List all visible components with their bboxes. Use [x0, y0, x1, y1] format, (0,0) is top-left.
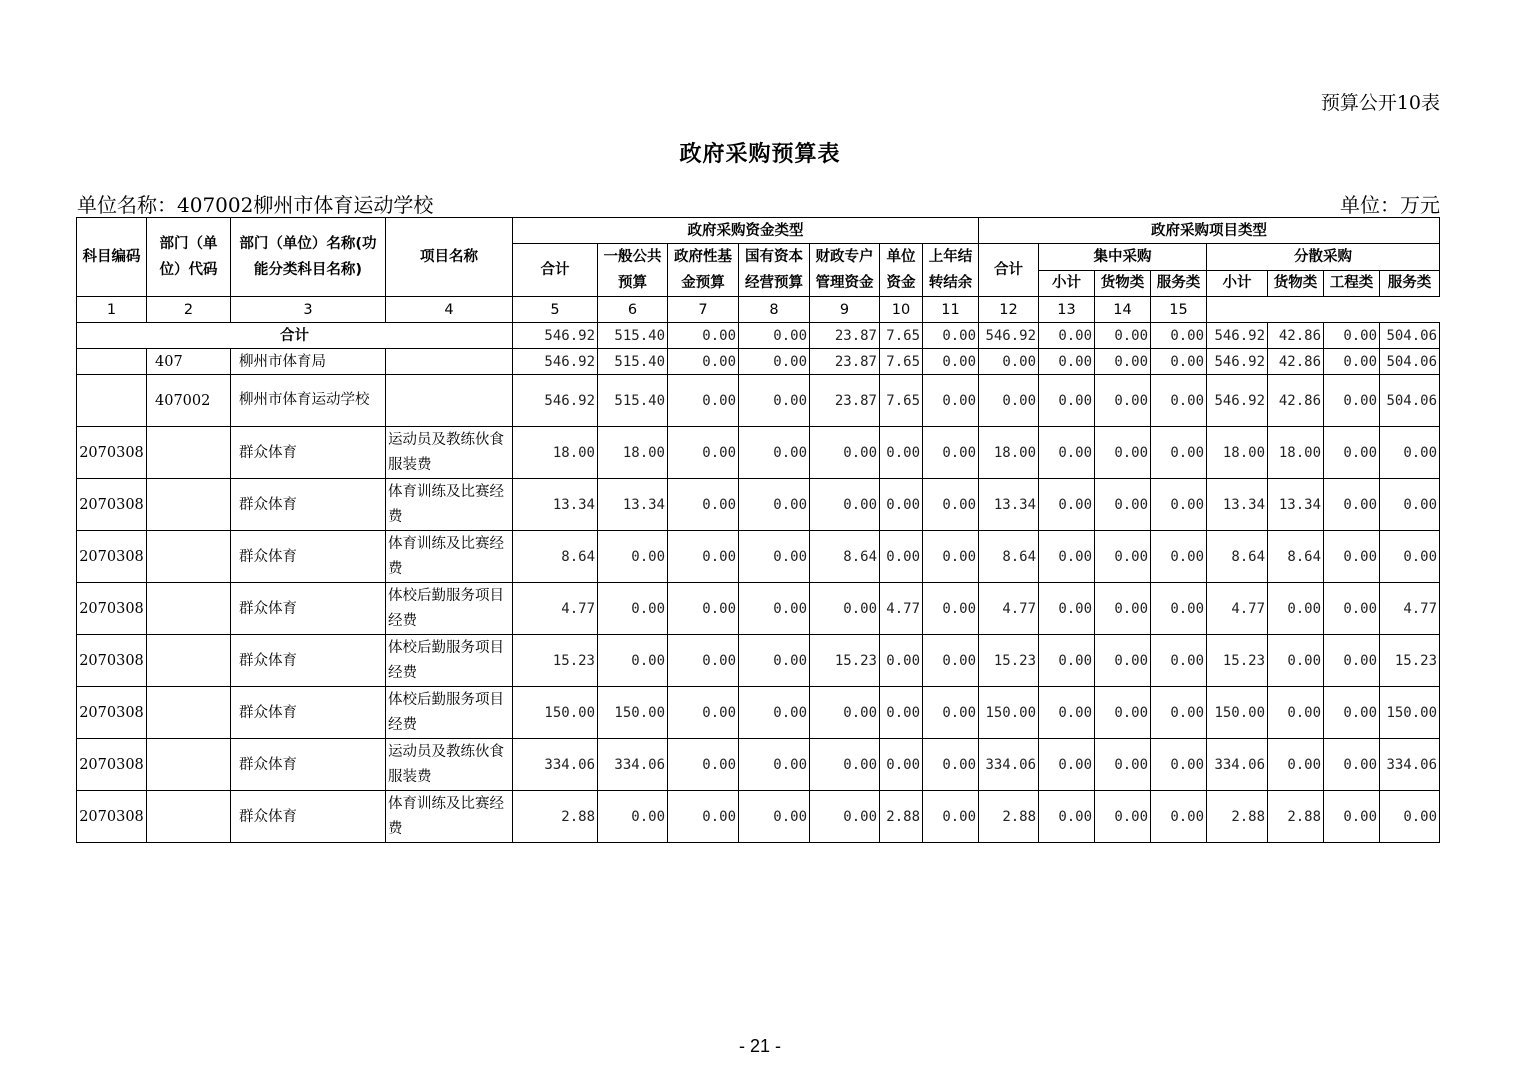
subject-code-cell	[77, 375, 147, 427]
amount-cell: 4.77	[1207, 583, 1268, 635]
project-name-cell: 体育训练及比赛经费	[386, 479, 513, 531]
dept-name-cell: 群众体育	[231, 739, 386, 791]
column-number: 1	[77, 297, 147, 323]
amount-cell: 8.64	[810, 531, 880, 583]
amount-cell: 334.06	[1380, 739, 1440, 791]
amount-cell: 0.00	[1151, 531, 1207, 583]
project-name-cell: 体育训练及比赛经费	[386, 791, 513, 843]
amount-cell: 0.00	[810, 583, 880, 635]
amount-cell: 0.00	[668, 791, 739, 843]
amount-cell: 0.00	[1324, 791, 1380, 843]
subject-code-cell: 2070308	[77, 531, 147, 583]
amount-cell: 0.00	[739, 427, 810, 479]
page-title: 政府采购预算表	[679, 141, 841, 167]
amount-cell: 0.00	[1380, 531, 1440, 583]
amount-cell: 0.00	[598, 583, 668, 635]
amount-cell: 18.00	[1268, 427, 1324, 479]
amount-cell: 0.00	[1324, 349, 1380, 375]
amount-cell: 0.00	[1039, 349, 1095, 375]
amount-cell: 0.00	[810, 791, 880, 843]
amount-cell: 0.00	[1151, 791, 1207, 843]
amount-cell: 0.00	[1039, 531, 1095, 583]
amount-cell: 150.00	[979, 687, 1039, 739]
amount-cell: 23.87	[810, 375, 880, 427]
amount-cell: 0.00	[923, 531, 979, 583]
unit-name-label: 单位名称：407002柳州市体育运动学校	[77, 193, 434, 217]
column-number-row	[77, 297, 1440, 323]
amount-cell: 15.23	[979, 635, 1039, 687]
amount-cell: 0.00	[1039, 427, 1095, 479]
amount-cell: 7.65	[880, 349, 923, 375]
amount-cell: 0.00	[668, 531, 739, 583]
header-dept-code: 部门（单位）代码	[147, 218, 231, 297]
amount-cell: 0.00	[810, 687, 880, 739]
column-number: 15	[1151, 297, 1207, 323]
amount-cell: 0.00	[880, 479, 923, 531]
amount-cell: 23.87	[810, 349, 880, 375]
dept-code-cell: 407	[147, 349, 231, 375]
amount-cell: 0.00	[1095, 791, 1151, 843]
amount-cell: 0.00	[1324, 583, 1380, 635]
dept-name-cell: 柳州市体育局	[231, 349, 386, 375]
amount-cell: 0.00	[1151, 739, 1207, 791]
amount-cell: 0.00	[1039, 375, 1095, 427]
amount-cell: 0.00	[1095, 349, 1151, 375]
amount-cell: 0.00	[1095, 635, 1151, 687]
header-project-total: 合计	[979, 244, 1039, 297]
header-unit-fund: 单位资金	[880, 244, 923, 297]
amount-cell: 0.00	[1039, 479, 1095, 531]
dept-name-cell: 群众体育	[231, 635, 386, 687]
amount-cell: 0.00	[739, 635, 810, 687]
amount-cell: 0.00	[1151, 583, 1207, 635]
amount-cell: 0.00	[668, 687, 739, 739]
amount-cell: 546.92	[1207, 349, 1268, 375]
project-name-cell: 体育训练及比赛经费	[386, 531, 513, 583]
table-header	[77, 218, 1440, 323]
header-gov-fund-budget: 政府性基金预算	[668, 244, 739, 297]
column-number: 14	[1095, 297, 1151, 323]
header-subject-code: 科目编码	[77, 218, 147, 297]
amount-cell: 150.00	[598, 687, 668, 739]
amount-cell: 546.92	[513, 323, 598, 349]
amount-cell: 0.00	[739, 349, 810, 375]
dept-name-cell: 群众体育	[231, 687, 386, 739]
amount-cell: 546.92	[513, 375, 598, 427]
total-label: 合计	[77, 323, 513, 349]
amount-cell: 0.00	[923, 687, 979, 739]
header-dispersed-engineering: 工程类	[1324, 270, 1380, 297]
project-name-cell: 运动员及教练伙食服装费	[386, 739, 513, 791]
amount-cell: 0.00	[880, 531, 923, 583]
amount-cell: 13.34	[598, 479, 668, 531]
total-row	[77, 323, 1440, 349]
amount-cell: 0.00	[810, 479, 880, 531]
amount-cell: 0.00	[880, 635, 923, 687]
subject-code-cell: 2070308	[77, 791, 147, 843]
column-number: 4	[386, 297, 513, 323]
amount-cell: 4.77	[880, 583, 923, 635]
amount-cell: 0.00	[739, 687, 810, 739]
amount-cell: 8.64	[1207, 531, 1268, 583]
header-project-name: 项目名称	[386, 218, 513, 297]
amount-cell: 0.00	[1268, 687, 1324, 739]
amount-cell: 4.77	[979, 583, 1039, 635]
amount-cell: 0.00	[1151, 479, 1207, 531]
amount-cell: 42.86	[1268, 349, 1324, 375]
amount-cell: 0.00	[923, 323, 979, 349]
dept-code-cell	[147, 687, 231, 739]
subject-code-cell: 2070308	[77, 635, 147, 687]
amount-cell: 4.77	[513, 583, 598, 635]
amount-cell: 0.00	[1039, 687, 1095, 739]
table-row	[77, 427, 1440, 479]
amount-cell: 4.77	[1380, 583, 1440, 635]
header-fiscal-special-fund: 财政专户管理资金	[810, 244, 880, 297]
amount-cell: 0.00	[880, 427, 923, 479]
project-name-cell	[386, 375, 513, 427]
dept-name-cell: 群众体育	[231, 427, 386, 479]
table-row	[77, 791, 1440, 843]
column-number: 13	[1039, 297, 1095, 323]
amount-cell: 0.00	[1380, 791, 1440, 843]
amount-cell: 150.00	[1380, 687, 1440, 739]
header-dispersed-goods: 货物类	[1268, 270, 1324, 297]
amount-cell: 0.00	[739, 323, 810, 349]
amount-cell: 334.06	[513, 739, 598, 791]
column-number: 2	[147, 297, 231, 323]
amount-cell: 0.00	[739, 531, 810, 583]
amount-cell: 0.00	[1095, 375, 1151, 427]
amount-cell: 0.00	[739, 375, 810, 427]
amount-cell: 0.00	[1095, 427, 1151, 479]
amount-cell: 0.00	[1039, 635, 1095, 687]
amount-cell: 0.00	[923, 583, 979, 635]
column-number: 9	[810, 297, 880, 323]
amount-cell: 0.00	[739, 479, 810, 531]
amount-cell: 504.06	[1380, 375, 1440, 427]
amount-cell: 15.23	[1207, 635, 1268, 687]
project-name-cell: 运动员及教练伙食服装费	[386, 427, 513, 479]
header-general-public-budget: 一般公共预算	[598, 244, 668, 297]
amount-cell: 0.00	[923, 635, 979, 687]
amount-cell: 0.00	[923, 791, 979, 843]
amount-cell: 15.23	[810, 635, 880, 687]
procurement-budget-table	[76, 217, 1440, 843]
amount-cell: 13.34	[1207, 479, 1268, 531]
amount-cell: 0.00	[739, 583, 810, 635]
amount-cell: 23.87	[810, 323, 880, 349]
amount-cell: 0.00	[1039, 791, 1095, 843]
amount-cell: 0.00	[668, 583, 739, 635]
project-name-cell: 体校后勤服务项目经费	[386, 583, 513, 635]
subject-code-cell: 2070308	[77, 427, 147, 479]
amount-cell: 0.00	[1095, 479, 1151, 531]
table-row	[77, 687, 1440, 739]
amount-cell: 0.00	[1039, 739, 1095, 791]
amount-cell: 13.34	[979, 479, 1039, 531]
project-name-cell	[386, 349, 513, 375]
page-number: - 21 -	[738, 1036, 781, 1056]
amount-cell: 546.92	[1207, 375, 1268, 427]
amount-cell: 0.00	[1095, 531, 1151, 583]
header-carryover: 上年结转结余	[923, 244, 979, 297]
amount-cell: 150.00	[513, 687, 598, 739]
amount-cell: 18.00	[979, 427, 1039, 479]
table-row	[77, 479, 1440, 531]
dept-name-cell: 群众体育	[231, 791, 386, 843]
amount-cell: 515.40	[598, 323, 668, 349]
amount-cell: 0.00	[810, 739, 880, 791]
amount-cell: 0.00	[1380, 479, 1440, 531]
subject-code-cell: 2070308	[77, 687, 147, 739]
amount-cell: 8.64	[979, 531, 1039, 583]
amount-cell: 0.00	[1095, 323, 1151, 349]
amount-cell: 515.40	[598, 349, 668, 375]
amount-cell: 0.00	[1095, 583, 1151, 635]
table-row	[77, 635, 1440, 687]
table-row	[77, 583, 1440, 635]
column-number: 3	[231, 297, 386, 323]
amount-cell: 0.00	[1268, 739, 1324, 791]
amount-cell: 0.00	[1324, 375, 1380, 427]
amount-cell: 0.00	[923, 479, 979, 531]
amount-cell: 0.00	[1380, 427, 1440, 479]
column-number: 10	[880, 297, 923, 323]
dept-name-cell: 群众体育	[231, 531, 386, 583]
amount-cell: 8.64	[513, 531, 598, 583]
amount-cell: 42.86	[1268, 375, 1324, 427]
amount-cell: 0.00	[923, 427, 979, 479]
amount-cell: 0.00	[1039, 323, 1095, 349]
amount-cell: 334.06	[1207, 739, 1268, 791]
amount-cell: 546.92	[513, 349, 598, 375]
amount-cell: 0.00	[1324, 323, 1380, 349]
amount-cell: 0.00	[1151, 427, 1207, 479]
header-fund-total: 合计	[513, 244, 598, 297]
amount-cell: 504.06	[1380, 323, 1440, 349]
dept-code-cell	[147, 531, 231, 583]
column-number: 12	[979, 297, 1039, 323]
column-number: 7	[668, 297, 739, 323]
amount-cell: 0.00	[1324, 635, 1380, 687]
amount-cell: 150.00	[1207, 687, 1268, 739]
project-name-cell: 体校后勤服务项目经费	[386, 687, 513, 739]
amount-cell: 0.00	[668, 375, 739, 427]
subject-code-cell: 2070308	[77, 583, 147, 635]
table-row	[77, 349, 1440, 375]
table-row	[77, 739, 1440, 791]
amount-cell: 0.00	[1324, 531, 1380, 583]
amount-cell: 15.23	[513, 635, 598, 687]
amount-cell: 0.00	[880, 739, 923, 791]
amount-cell: 0.00	[923, 739, 979, 791]
amount-cell: 18.00	[1207, 427, 1268, 479]
amount-cell: 0.00	[1151, 375, 1207, 427]
dept-name-cell: 群众体育	[231, 479, 386, 531]
amount-cell: 0.00	[1268, 635, 1324, 687]
amount-cell: 7.65	[880, 375, 923, 427]
amount-cell: 0.00	[979, 375, 1039, 427]
header-dept-name: 部门（单位）名称(功能分类科目名称)	[231, 218, 386, 297]
amount-cell: 0.00	[923, 375, 979, 427]
column-number: 11	[923, 297, 979, 323]
amount-cell: 0.00	[1151, 323, 1207, 349]
amount-cell: 2.88	[880, 791, 923, 843]
amount-cell: 0.00	[598, 531, 668, 583]
amount-cell: 0.00	[598, 635, 668, 687]
header-central-goods: 货物类	[1095, 270, 1151, 297]
project-name-cell: 体校后勤服务项目经费	[386, 635, 513, 687]
amount-cell: 2.88	[513, 791, 598, 843]
dept-code-cell	[147, 479, 231, 531]
dept-name-cell: 群众体育	[231, 583, 386, 635]
table-row	[77, 531, 1440, 583]
amount-cell: 0.00	[598, 791, 668, 843]
amount-cell: 0.00	[1324, 479, 1380, 531]
amount-cell: 0.00	[1095, 739, 1151, 791]
amount-cell: 0.00	[668, 323, 739, 349]
amount-cell: 0.00	[668, 635, 739, 687]
header-dispersed-subtotal: 小计	[1207, 270, 1268, 297]
amount-cell: 0.00	[1324, 427, 1380, 479]
dept-code-cell	[147, 635, 231, 687]
amount-cell: 8.64	[1268, 531, 1324, 583]
table-row	[77, 375, 1440, 427]
header-central-services: 服务类	[1151, 270, 1207, 297]
header-dispersed-services: 服务类	[1380, 270, 1440, 297]
dept-code-cell	[147, 583, 231, 635]
amount-cell: 504.06	[1380, 349, 1440, 375]
dept-code-cell: 407002	[147, 375, 231, 427]
column-number: 6	[598, 297, 668, 323]
amount-cell: 0.00	[739, 739, 810, 791]
header-central-subtotal: 小计	[1039, 270, 1095, 297]
amount-cell: 0.00	[1039, 583, 1095, 635]
amount-cell: 0.00	[1151, 349, 1207, 375]
dept-code-cell	[147, 739, 231, 791]
table-body	[77, 323, 1440, 843]
dept-code-cell	[147, 427, 231, 479]
amount-cell: 0.00	[979, 349, 1039, 375]
subject-code-cell	[77, 349, 147, 375]
form-number: 预算公开10表	[1320, 92, 1440, 114]
amount-cell: 0.00	[810, 427, 880, 479]
amount-cell: 18.00	[513, 427, 598, 479]
amount-cell: 0.00	[1151, 635, 1207, 687]
dept-code-cell	[147, 791, 231, 843]
dept-name-cell: 柳州市体育运动学校	[231, 375, 386, 427]
amount-cell: 0.00	[1095, 687, 1151, 739]
amount-cell: 0.00	[668, 479, 739, 531]
amount-cell: 2.88	[1207, 791, 1268, 843]
header-project-type-group: 政府采购项目类型	[979, 218, 1440, 244]
header-fund-type-group: 政府采购资金类型	[513, 218, 979, 244]
amount-cell: 0.00	[668, 349, 739, 375]
amount-cell: 0.00	[668, 739, 739, 791]
amount-cell: 334.06	[598, 739, 668, 791]
amount-cell: 2.88	[979, 791, 1039, 843]
amount-cell: 13.34	[513, 479, 598, 531]
amount-cell: 0.00	[739, 791, 810, 843]
amount-cell: 546.92	[1207, 323, 1268, 349]
amount-cell: 13.34	[1268, 479, 1324, 531]
amount-cell: 515.40	[598, 375, 668, 427]
amount-cell: 2.88	[1268, 791, 1324, 843]
amount-cell: 0.00	[1324, 687, 1380, 739]
header-central-procurement: 集中采购	[1039, 244, 1207, 271]
header-dispersed-procurement: 分散采购	[1207, 244, 1440, 271]
currency-unit-label: 单位：万元	[1340, 193, 1440, 217]
column-number: 8	[739, 297, 810, 323]
amount-cell: 15.23	[1380, 635, 1440, 687]
amount-cell: 0.00	[1324, 739, 1380, 791]
amount-cell: 0.00	[668, 427, 739, 479]
amount-cell: 0.00	[880, 687, 923, 739]
subject-code-cell: 2070308	[77, 739, 147, 791]
amount-cell: 7.65	[880, 323, 923, 349]
header-state-capital-budget: 国有资本经营预算	[739, 244, 810, 297]
amount-cell: 42.86	[1268, 323, 1324, 349]
amount-cell: 0.00	[1268, 583, 1324, 635]
amount-cell: 18.00	[598, 427, 668, 479]
column-number: 5	[513, 297, 598, 323]
amount-cell: 0.00	[1151, 687, 1207, 739]
amount-cell: 546.92	[979, 323, 1039, 349]
amount-cell: 334.06	[979, 739, 1039, 791]
subject-code-cell: 2070308	[77, 479, 147, 531]
amount-cell: 0.00	[923, 349, 979, 375]
